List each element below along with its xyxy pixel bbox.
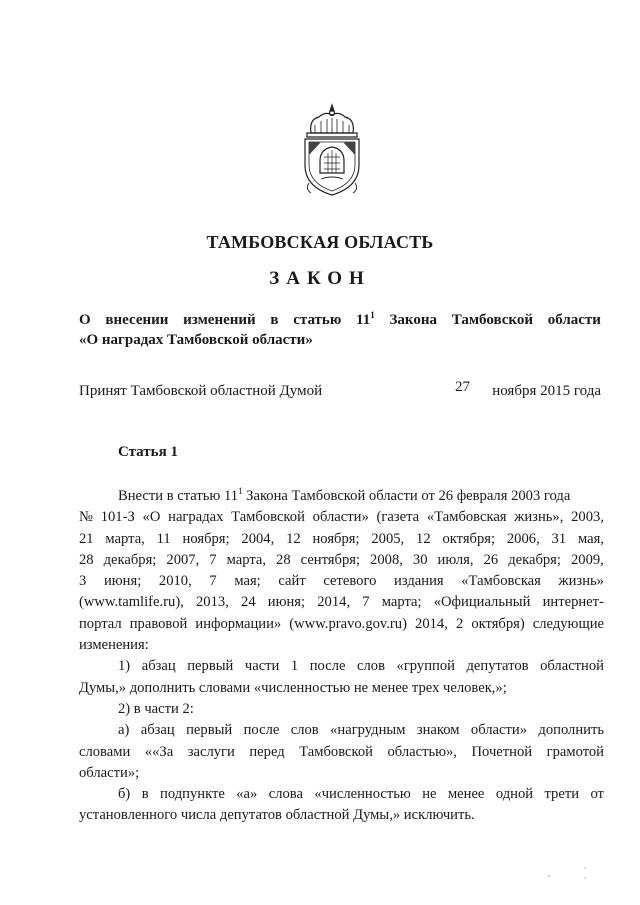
word: «Тамбовская: [461, 573, 541, 590]
document-type-heading: ЗАКОН: [269, 268, 371, 289]
word: слова: [268, 786, 303, 803]
word: перед: [249, 743, 285, 760]
text-line: [79, 507, 604, 528]
word: июня;: [267, 594, 306, 611]
text-line: [79, 784, 604, 805]
word: интернет-: [542, 594, 604, 611]
word: жизнь»,: [514, 509, 564, 526]
word: абзац: [141, 658, 176, 675]
subject-line-2: «О наградах Тамбовской области»: [79, 332, 313, 348]
word: после: [309, 658, 346, 675]
subject-word: статью: [293, 312, 342, 328]
word: 31: [551, 530, 567, 547]
word: сентября;: [300, 551, 361, 568]
word: трети: [544, 786, 580, 803]
text-line: [79, 529, 604, 550]
word: Тамбовской: [299, 743, 373, 760]
word: 30: [412, 551, 428, 568]
word: (www.tamlife.ru),: [79, 594, 184, 611]
word: 2003,: [571, 509, 604, 526]
word: 2013,: [196, 594, 229, 611]
intro-last-line: изменения:: [79, 637, 149, 654]
word: 2009,: [570, 551, 604, 568]
word: области»: [312, 509, 369, 526]
word: «численностью: [314, 786, 411, 803]
intro-paragraph: [79, 486, 604, 635]
article-body: [79, 486, 604, 827]
word: одной: [495, 786, 534, 803]
text-line: [79, 742, 604, 763]
word: (газета: [376, 509, 420, 526]
adoption-line: [79, 379, 601, 400]
article-title: Статья 1: [118, 444, 178, 460]
word: подпункте: [160, 786, 225, 803]
word: 7: [362, 594, 370, 611]
subject-word: в: [270, 312, 279, 328]
word: наградах: [168, 509, 224, 526]
text-line: [79, 592, 604, 613]
item-2b: [79, 784, 604, 805]
item-2a: [79, 720, 604, 763]
adoption-month-year: ноября 2015 года: [492, 383, 601, 399]
text-line: [79, 656, 604, 677]
word: Внести в статью 11: [118, 488, 239, 504]
word: в: [141, 786, 149, 803]
law-subject: [79, 310, 601, 350]
word: «а»: [236, 786, 258, 803]
word: декабря;: [103, 551, 157, 568]
word: 12: [286, 530, 301, 547]
word: 2008,: [370, 551, 403, 568]
word: 2007,: [166, 551, 200, 568]
word: Закона Тамбовской области от 26 февраля 2003 года: [242, 488, 571, 504]
word: (www.pravo.gov.ru): [289, 615, 407, 632]
word: декабря;: [508, 551, 561, 568]
subject-word: Тамбовской: [451, 312, 533, 328]
word: 11: [156, 530, 171, 547]
word: дополнить: [538, 722, 604, 739]
subject-word: изменений: [183, 312, 256, 328]
word: «нагрудным: [330, 722, 406, 739]
item-2: 2) в части 2:: [118, 700, 194, 717]
word: 7: [209, 551, 217, 568]
word: от: [590, 786, 604, 803]
word: марта,: [105, 530, 145, 547]
word: б): [118, 786, 131, 803]
text-line: [79, 614, 604, 635]
word: ноября;: [312, 530, 360, 547]
word: 24: [241, 594, 256, 611]
word: Почетной: [471, 743, 533, 760]
word: менее: [447, 786, 485, 803]
word: заслуги: [187, 743, 235, 760]
word: правовой: [129, 615, 188, 632]
word: области»: [470, 722, 527, 739]
subject-word: Закона: [389, 312, 437, 328]
text-line: [79, 720, 604, 741]
item-2a-last-line: области»;: [79, 764, 140, 781]
word: жизнь»: [558, 573, 604, 590]
subject-word: области: [547, 312, 601, 328]
word: октября): [471, 615, 525, 632]
scan-specks: [545, 862, 605, 882]
word: 101-З: [100, 509, 135, 526]
text-line: [79, 550, 604, 571]
subject-word: О: [79, 312, 91, 328]
word: «Официальный: [433, 594, 531, 611]
word: 2014,: [415, 615, 448, 632]
word: 21: [79, 530, 94, 547]
word: 28: [276, 551, 291, 568]
word: 2004,: [241, 530, 275, 547]
adoption-day: 27: [455, 379, 470, 395]
word: мая;: [234, 573, 261, 590]
word: 28: [79, 551, 94, 568]
item-2b-last-line: установленного числа депутатов областной Думы,» исключить.: [79, 807, 475, 824]
word: марта;: [381, 594, 422, 611]
word: 12: [416, 530, 431, 547]
word: первый: [186, 722, 233, 739]
word: первый: [187, 658, 234, 675]
word: 2014,: [317, 594, 351, 611]
word: «О: [142, 509, 161, 526]
word: депутатов: [466, 658, 529, 675]
region-heading: ТАМБОВСКАЯ ОБЛАСТЬ: [206, 232, 434, 252]
word: информации»: [195, 615, 282, 632]
word: грамотой: [546, 743, 604, 760]
word: 2005,: [371, 530, 405, 547]
word: ноября;: [182, 530, 230, 547]
word: следующие: [532, 615, 604, 632]
word: словами: [79, 743, 131, 760]
word: №: [79, 509, 93, 526]
word: после: [243, 722, 280, 739]
word: областью»,: [387, 743, 457, 760]
word: 2006,: [506, 530, 540, 547]
word: не: [422, 786, 437, 803]
word: сайт: [278, 573, 306, 590]
word: а): [118, 722, 130, 739]
subject-line-1: [79, 310, 601, 330]
text-line: [79, 486, 604, 507]
subject-word: внесении: [105, 312, 169, 328]
word: 7: [209, 573, 217, 590]
word: «Тамбовская: [426, 509, 507, 526]
word: слов: [357, 658, 385, 675]
word: Тамбовской: [231, 509, 305, 526]
word: издания: [394, 573, 444, 590]
word: марта,: [226, 551, 267, 568]
word: 2: [455, 615, 464, 632]
word: 1): [118, 658, 131, 675]
item-1: [79, 656, 604, 677]
word: части: [244, 658, 280, 675]
word: июля,: [437, 551, 474, 568]
word: октября;: [442, 530, 496, 547]
coat-of-arms-icon: [297, 103, 367, 199]
word: знаком: [416, 722, 460, 739]
word: 2010,: [158, 573, 192, 590]
word: 26: [483, 551, 499, 568]
word: абзац: [140, 722, 175, 739]
word: сетевого: [323, 573, 377, 590]
adopted-by: Принят Тамбовской областной Думой: [79, 383, 323, 399]
word: мая,: [577, 530, 604, 547]
superscript: 1: [238, 486, 243, 497]
item-1-last-line: Думы,» дополнить словами «численностью не менее трех человек,»;: [79, 679, 507, 696]
subject-article-number: $11^1$: [356, 310, 375, 328]
text-line: [79, 571, 604, 592]
word: ««За: [144, 743, 174, 760]
word: слов: [290, 722, 319, 739]
word: портал: [79, 615, 122, 632]
word: 3: [79, 573, 87, 590]
word: «группой: [396, 658, 455, 675]
word: июня;: [103, 573, 142, 590]
word: областной: [540, 658, 604, 675]
word: 1: [290, 658, 299, 675]
